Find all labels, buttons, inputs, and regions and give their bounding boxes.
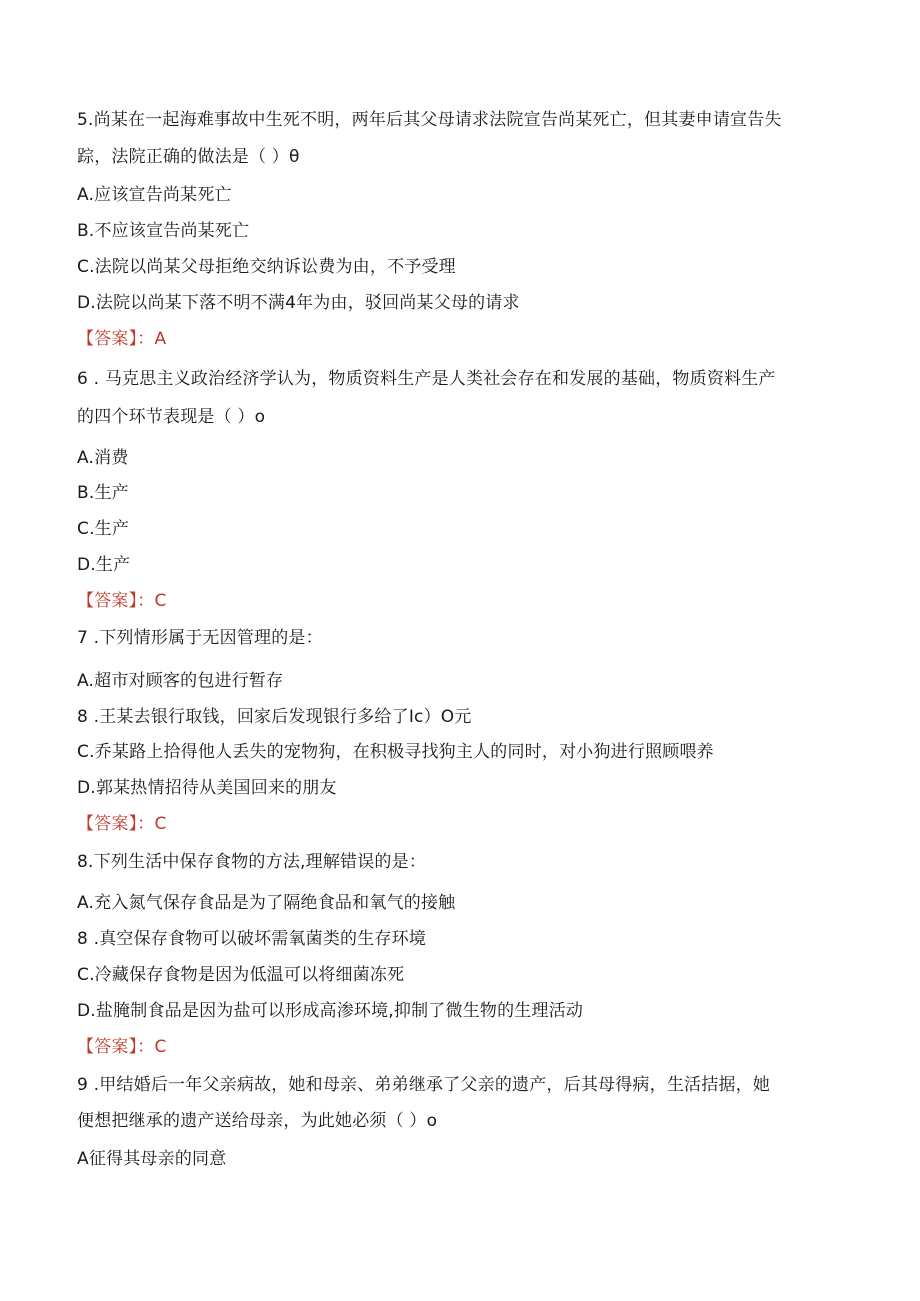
answer-label: 【答案】： xyxy=(77,591,155,611)
question-6-option-a: A.消费 xyxy=(77,448,129,468)
question-8-option-a: A.充入氮气保存食品是为了隔绝食品和氧气的接触 xyxy=(77,893,456,913)
question-5-option-b: B.不应该宣告尚某死亡 xyxy=(77,221,250,241)
question-5-option-a: A.应该宣告尚某死亡 xyxy=(77,185,232,205)
answer-key: C xyxy=(154,814,167,834)
question-6-option-b: B.生产 xyxy=(77,483,129,503)
answer-key: C xyxy=(154,591,167,611)
question-7-option-b: 8 .王某去银行取钱，回家后发现银行多给了Ic）O元 xyxy=(77,707,472,727)
question-6-option-d: D.生产 xyxy=(77,555,131,575)
question-6-option-c: C.生产 xyxy=(77,519,130,539)
answer-label: 【答案】： xyxy=(77,814,155,834)
answer-label: 【答案】： xyxy=(77,329,155,349)
question-5-stem-line-2: 踪，法院正确的做法是（ ）θ xyxy=(77,147,300,167)
question-7-stem: 7 .下列情形属于无因管理的是： xyxy=(77,628,323,648)
question-7-option-a: A.超市对顾客的包进行暂存 xyxy=(77,671,284,691)
question-9-stem-line-2: 便想把继承的遗产送给母亲，为此她必须（ ）o xyxy=(77,1111,438,1131)
question-8-option-d: D.盐腌制食品是因为盐可以形成高渗环境,抑制了微生物的生理活动 xyxy=(77,1001,584,1021)
answer-key: C xyxy=(154,1037,167,1057)
question-8-answer xyxy=(77,1035,167,1059)
answer-label: 【答案】： xyxy=(77,1037,155,1057)
question-7-option-d: D.郭某热情招待从美国回来的朋友 xyxy=(77,778,337,798)
question-5-stem-line-1: 5.尚某在一起海难事故中生死不明，两年后其父母请求法院宣告尚某死亡，但其妻申请宣告失 xyxy=(77,110,782,130)
question-5-answer xyxy=(77,327,166,351)
question-8-option-b: 8 .真空保存食物可以破坏需氧菌类的生存环境 xyxy=(77,929,427,949)
question-6-stem-line-1: 6 . 马克思主义政治经济学认为，物质资料生产是人类社会存在和发展的基础，物质资料生产 xyxy=(77,369,776,389)
question-6-answer xyxy=(77,589,167,613)
question-5-option-c: C.法院以尚某父母拒绝交纳诉讼费为由，不予受理 xyxy=(77,257,456,277)
question-6-stem-line-2: 的四个环节表现是（ ）o xyxy=(77,407,266,427)
question-8-option-c: C.冷藏保存食物是因为低温可以将细菌冻死 xyxy=(77,965,405,985)
question-9-option-a: A征得其母亲的同意 xyxy=(77,1149,227,1169)
question-7-option-c: C.乔某路上拾得他人丢失的宠物狗，在积极寻找狗主人的同时，对小狗进行照顾喂养 xyxy=(77,742,714,762)
question-7-answer xyxy=(77,812,167,836)
answer-key: A xyxy=(154,329,167,349)
question-8-stem: 8.下列生活中保存食物的方法,理解错误的是： xyxy=(77,852,427,872)
question-9-stem-line-1: 9 .甲结婚后一年父亲病故，她和母亲、弟弟继承了父亲的遗产，后其母得病，生活拮据，她 xyxy=(77,1075,771,1095)
question-5-option-d: D.法院以尚某下落不明不满4年为由，驳回尚某父母的请求 xyxy=(77,293,520,313)
